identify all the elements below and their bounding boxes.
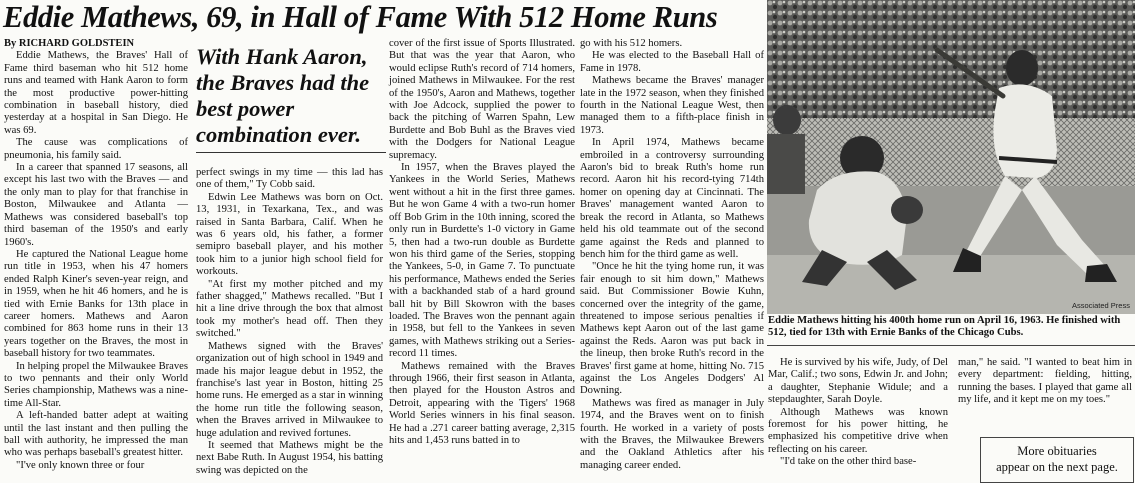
more-obituaries-box[interactable] <box>980 437 1134 483</box>
paragraph: Mathews became the Braves' manager late in the 1972 season, when they finished fourth in the National League West, then managed them to a fifth-place finish in 1973. <box>580 75 764 136</box>
more-box-line-2: appear on the next page. <box>996 460 1118 474</box>
paragraph: The cause was complications of pneumonia, his family said. <box>4 137 188 161</box>
article-column-4 <box>580 38 764 472</box>
paragraph: In a career that spanned 17 seasons, all except his last two with the Braves — and the only man to play for that franchise in Boston, Milwaukee and Atlanta — Mathews was considered baseball's top third baseman of the 1950's and early 1960's. <box>4 162 188 248</box>
paragraph: In 1957, when the Braves played the Yankees in the World Series, Mathews went without a hit in the first three games. But he won Game 4 with a two-run homer off Bob Grim in the 10th inning, scored the only run in Burdette's 1-0 victory in Game 5, then had a two-run double as Burdette won his third game of the Series, stopping the Yankees, 5-0, in Game 7. To punctuate his performance, Mathews ended the Series with a backhanded stab of a hard ground ball hit by Bill Skowron with the bases loaded. The Braves won the pennant again in 1958, but fell to the Yankees in seven games, with Mathews striking out a Series-record 11 times. <box>389 162 575 360</box>
baseball-photo-illustration <box>767 0 1135 314</box>
article-column-6 <box>958 357 1132 407</box>
byline: By RICHARD GOLDSTEIN <box>4 38 135 49</box>
paragraph: It seemed that Mathews might be the next Babe Ruth. In August 1954, his batting swing was depicted on the <box>196 439 383 476</box>
paragraph: "Once he hit the tying home run, it was fair enough to sit him down," Mathews said. But Commissioner Bowie Kuhn, concerned over the integrity of the game, threatened to impose serious penalties if Mathews kept Aaron out of the last game against the Reds. Aaron was put back in the lineup, then broke Ruth's record in the Braves' first game at home, hitting No. 715 against the Los Angeles Dodgers' Al Downing. <box>580 261 764 397</box>
paragraph: Mathews signed with the Braves' organization out of high school in 1949 and made his major league debut in 1952, the franchise's last year in Boston, hitting 25 home runs. He emerged as a star in winning the home run title the following season, when the Braves arrived in Milwaukee to huge adulation and revived fortunes. <box>196 340 383 439</box>
pull-quote: With Hank Aaron, the Braves had the best power combination ever. <box>196 44 386 153</box>
news-photo <box>767 0 1135 314</box>
more-box-line-1: More obituaries <box>1017 444 1097 458</box>
paragraph: "I'd take on the other third base- <box>780 456 917 468</box>
article-column-3 <box>389 38 575 447</box>
paragraph: Edwin Lee Mathews was born on Oct. 13, 1931, in Texarkana, Tex., and was raised in Santa Barbara, Calif. When he was 6 years old, his father, a former semipro baseball player, and his mother took him to a junior high school field for workouts. <box>196 191 383 278</box>
paragraph: man," he said. "I wanted to beat him in every department: fielding, hitting, running the bases. I played that game all my life, and it kept me on my toes." <box>958 357 1132 406</box>
headline: Eddie Mathews, 69, in Hall of Fame With 512 Home Runs <box>3 0 718 34</box>
paragraph: perfect swings in my time — this lad has one of them," Ty Cobb said. <box>196 167 383 191</box>
photo-credit: Associated Press <box>1072 301 1130 310</box>
paragraph: Although Mathews was known foremost for his power hitting, he emphasized his competitive drive when reflecting on his career. <box>768 406 948 455</box>
article-column-5 <box>768 357 948 469</box>
paragraph: Eddie Mathews, the Braves' Hall of Fame third baseman who hit 512 home runs and teamed with Hank Aaron to form the most productive power-hitting combination in baseball history, died yesterday at a hospital in San Diego. He was 69. <box>4 50 188 136</box>
photo-caption: Eddie Mathews hitting his 400th home run on April 16, 1963. He finished with 512, tied for 13th with Ernie Banks of the Chicago Cubs. <box>768 315 1121 339</box>
paragraph: In April 1974, Mathews became embroiled in a controversy surrounding Aaron's bid to break Ruth's home run record. Aaron hit his record-tying 714th homer on opening day at Cincinnati. The Braves' management wanted Aaron to break the record in Atlanta, so Mathews held his old teammate out of the second game against the Reds and planned to bench him for the third game as well. <box>580 137 764 260</box>
paragraph: cover of the first issue of Sports Illustrated. But that was the year that Aaron, who would eclipse Ruth's record of 714 homers, joined Mathews in Milwaukee. For the rest of the 1950's, Aaron and Mathews, together with Joe Adcock, supplied the power to back the pitching of Warren Spahn, Lew Burdette and Bob Buhl as the Braves vied with the Dodgers for National League supremacy. <box>389 38 575 161</box>
paragraph: go with his 512 homers. <box>580 38 683 49</box>
article-column-1 <box>4 38 188 472</box>
paragraph: Mathews remained with the Braves through 1966, their first season in Atlanta, then played for the Houston Astros and Detroit, appearing with the Tigers' 1968 World Series winners in his final season. He had a .271 career batting average, 2,315 hits and 1,453 runs batted in to <box>389 360 575 446</box>
paragraph: He was elected to the Baseball Hall of Fame in 1978. <box>580 50 764 74</box>
divider <box>767 345 1135 346</box>
article-column-2 <box>196 167 383 477</box>
paragraph: A left-handed batter adept at waiting until the last instant and then pulling the ball with authority, he impressed the man who was perhaps baseball's greatest hitter. <box>4 410 188 459</box>
paragraph: "I've only known three or four <box>16 459 145 471</box>
paragraph: He captured the National League home run title in 1953, when his 47 homers ended Ralph Kiner's seven-year reign, and in 1959, when he hit 46 homers, and he is tied with Ernie Banks for 13th place in career homers. Mathews and Aaron combined for 863 home runs in their 13 years together on the Braves, the most in baseball history for two teammates. <box>4 248 188 360</box>
paragraph: "At first my mother pitched and my father shagged," Mathews recalled. "But I hit a line drive through the box that almost took my mother's head off. Then they switched." <box>196 278 383 340</box>
paragraph: Mathews was fired as manager in July 1974, and the Braves went on to finish fourth. He worked in a variety of posts with the Braves, the Milwaukee Brewers and the Oakland Athletics after his managing career ended. <box>580 397 764 471</box>
paragraph: He is survived by his wife, Judy, of Del Mar, Calif.; two sons, Edwin Jr. and John; a daughter, Stephanie Widule; and a stepdaughter, Sarah Doyle. <box>768 357 948 406</box>
paragraph: In helping propel the Milwaukee Braves to two pennants and their only World Series championship, Mathews was a nine-time All-Star. <box>4 360 188 409</box>
